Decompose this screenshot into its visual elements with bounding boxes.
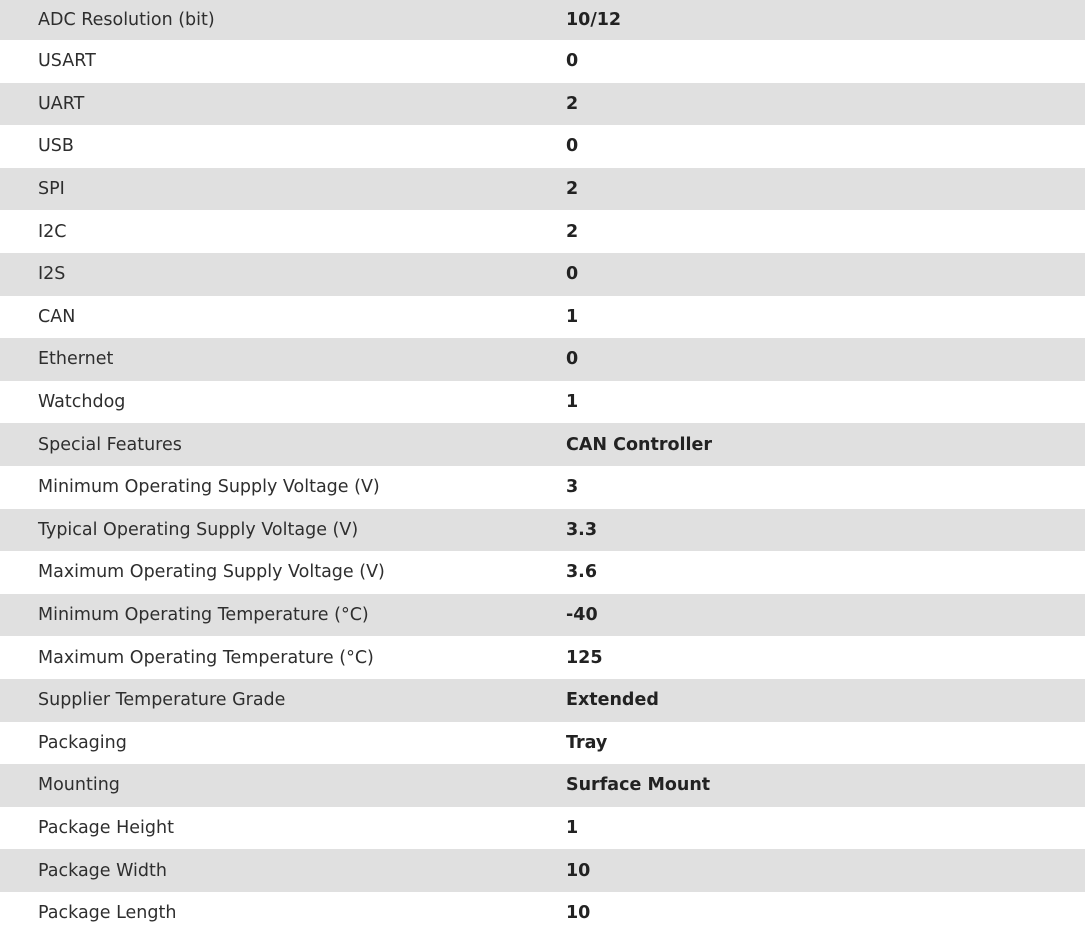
spec-label: Watchdog (0, 381, 566, 424)
spec-label: Package Length (0, 892, 566, 934)
spec-label: Ethernet (0, 338, 566, 381)
spec-row (0, 423, 1085, 466)
spec-label: SPI (0, 168, 566, 211)
spec-value: CAN Controller (566, 423, 1085, 466)
spec-row (0, 125, 1085, 168)
spec-value: 2 (566, 210, 1085, 253)
spec-row (0, 722, 1085, 765)
spec-label: Minimum Operating Supply Voltage (V) (0, 466, 566, 509)
spec-value: Tray (566, 722, 1085, 765)
spec-value: 10/12 (566, 0, 1085, 40)
spec-label: Minimum Operating Temperature (°C) (0, 594, 566, 637)
spec-label: Supplier Temperature Grade (0, 679, 566, 722)
spec-row (0, 849, 1085, 892)
spec-row (0, 168, 1085, 211)
spec-row (0, 764, 1085, 807)
spec-row (0, 210, 1085, 253)
spec-row (0, 466, 1085, 509)
spec-label: USART (0, 40, 566, 83)
spec-row (0, 296, 1085, 339)
spec-value: 3.6 (566, 551, 1085, 594)
spec-value: 0 (566, 40, 1085, 83)
spec-label: Packaging (0, 722, 566, 765)
spec-label: ADC Resolution (bit) (0, 0, 566, 40)
spec-label: UART (0, 83, 566, 126)
spec-label: Maximum Operating Supply Voltage (V) (0, 551, 566, 594)
spec-value: 3.3 (566, 509, 1085, 552)
spec-row (0, 509, 1085, 552)
spec-label: Maximum Operating Temperature (°C) (0, 636, 566, 679)
spec-label: Package Height (0, 807, 566, 850)
spec-value: 0 (566, 253, 1085, 296)
spec-label: I2C (0, 210, 566, 253)
spec-value: Extended (566, 679, 1085, 722)
spec-value: 1 (566, 381, 1085, 424)
spec-label: USB (0, 125, 566, 168)
spec-label: Package Width (0, 849, 566, 892)
spec-row (0, 253, 1085, 296)
spec-value: 2 (566, 168, 1085, 211)
spec-value: 1 (566, 807, 1085, 850)
spec-value: 0 (566, 125, 1085, 168)
spec-row (0, 381, 1085, 424)
spec-value: 2 (566, 83, 1085, 126)
spec-row (0, 892, 1085, 934)
spec-row (0, 807, 1085, 850)
spec-value: -40 (566, 594, 1085, 637)
spec-row (0, 40, 1085, 83)
spec-label: Special Features (0, 423, 566, 466)
spec-value: 1 (566, 296, 1085, 339)
spec-row (0, 551, 1085, 594)
spec-label: CAN (0, 296, 566, 339)
spec-label: Typical Operating Supply Voltage (V) (0, 509, 566, 552)
spec-value: Surface Mount (566, 764, 1085, 807)
spec-row (0, 0, 1085, 40)
spec-value: 3 (566, 466, 1085, 509)
spec-row (0, 338, 1085, 381)
spec-value: 125 (566, 636, 1085, 679)
spec-row (0, 636, 1085, 679)
spec-value: 0 (566, 338, 1085, 381)
spec-label: Mounting (0, 764, 566, 807)
spec-value: 10 (566, 849, 1085, 892)
spec-label: I2S (0, 253, 566, 296)
spec-row (0, 83, 1085, 126)
spec-row (0, 679, 1085, 722)
spec-value: 10 (566, 892, 1085, 934)
spec-row (0, 594, 1085, 637)
